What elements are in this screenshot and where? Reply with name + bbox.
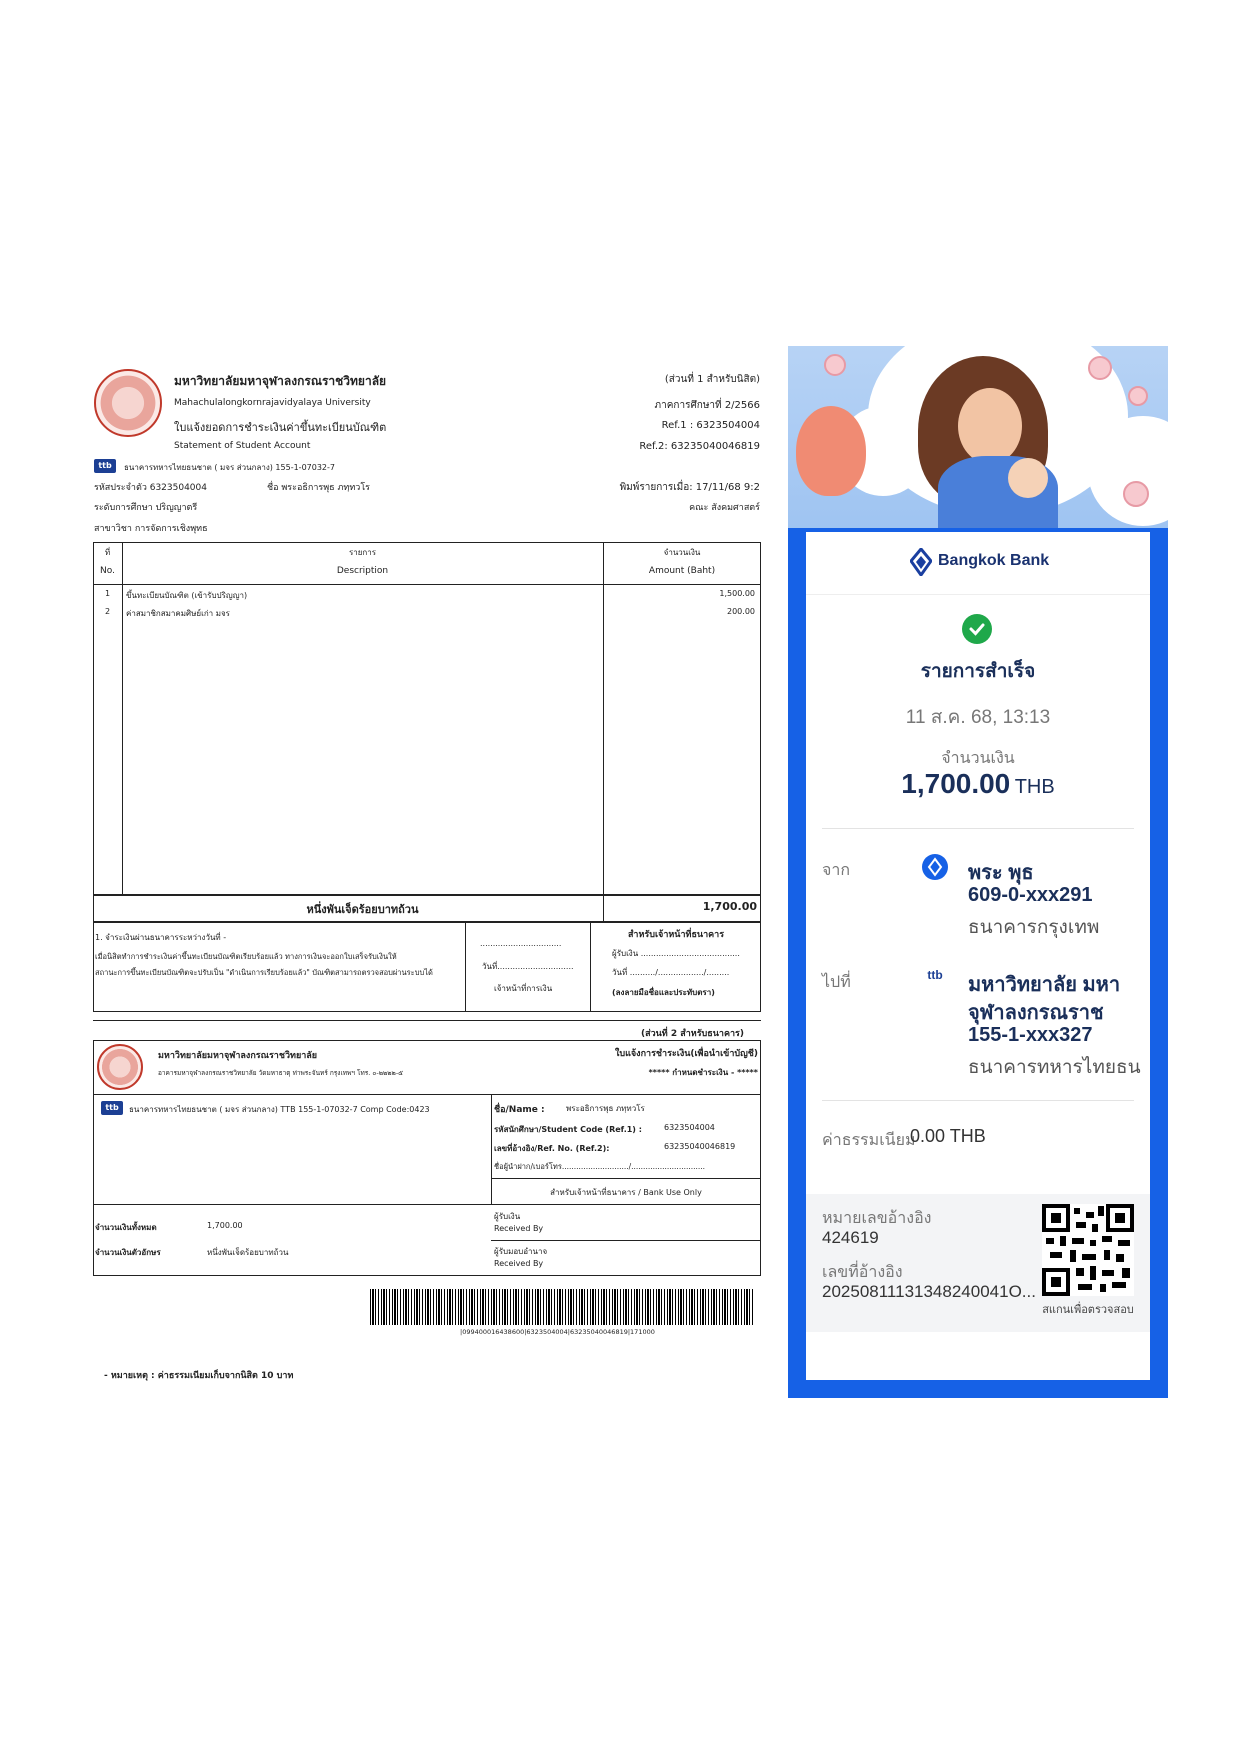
verify-qr-code[interactable] bbox=[1042, 1204, 1134, 1296]
received-by-en: Received By bbox=[494, 1224, 544, 1233]
from-account: 609-0-xxx291 bbox=[968, 884, 1093, 906]
date-line: วันที่ ........../................../......... bbox=[612, 968, 730, 977]
payer-line: ชื่อผู้นำฝาก/เบอร์โทร............................/............................... bbox=[494, 1162, 706, 1171]
amount-words-label: จำนวนเงินตัวอักษร bbox=[95, 1248, 161, 1257]
success-check-icon bbox=[962, 614, 992, 644]
fee-label: ค่าธรรมเนียม bbox=[822, 1132, 916, 1149]
fee-value: 0.00 THB bbox=[910, 1126, 986, 1146]
qr-caption: สแกนเพื่อตรวจสอบ bbox=[1042, 1304, 1134, 1316]
bank-name: Bangkok Bank bbox=[938, 552, 1050, 569]
col-amount-th: จำนวนเงิน bbox=[663, 548, 701, 557]
table-row-no: 1 bbox=[104, 589, 111, 598]
sign-date: วันที่.............................. bbox=[482, 962, 574, 971]
semester: ภาคการศึกษาที่ 2/2566 bbox=[654, 400, 760, 411]
slip-card bbox=[806, 532, 1150, 1380]
student-code-value: 6323504004 bbox=[664, 1123, 715, 1132]
total-amount: 1,700.00 bbox=[702, 900, 757, 913]
barcode-text: |099400016438600|6323504004|63235040046819|171000 bbox=[460, 1328, 655, 1336]
from-name: พระ พุธ bbox=[968, 862, 1034, 884]
col-desc-en: Description bbox=[336, 566, 389, 576]
mother-and-baby-illustration bbox=[788, 346, 1168, 528]
total-in-words: หนึ่งพันเจ็ดร้อยบาทถ้วน bbox=[306, 903, 419, 916]
amount-row bbox=[806, 768, 1150, 800]
bank-use-only: สำหรับเจ้าหน้าที่ธนาคาร / Bank Use Only bbox=[550, 1188, 702, 1197]
received-by-th: ผู้รับเงิน bbox=[494, 1212, 521, 1221]
col-desc-th: รายการ bbox=[348, 548, 377, 557]
doc-title-en: Statement of Student Account bbox=[174, 441, 311, 451]
table-row-no: 2 bbox=[104, 607, 111, 616]
ttb-bank-icon: ttb bbox=[927, 968, 943, 982]
to-name-line-1: มหาวิทยาลัย มหา bbox=[968, 974, 1121, 996]
ref-number-label: หมายเลขอ้างอิง bbox=[822, 1210, 932, 1227]
to-account: 155-1-xxx327 bbox=[968, 1024, 1093, 1046]
from-label: จาก bbox=[822, 862, 851, 879]
bank-account-line: ธนาคารทหารไทยธนชาต ( มจร ส่วนกลาง) 155-1-07032-7 bbox=[124, 463, 335, 472]
from-bank: ธนาคารกรุงเทพ bbox=[968, 917, 1100, 938]
ref-number: 424619 bbox=[822, 1228, 879, 1247]
printed-date: พิมพ์รายการเมื่อ: 17/11/68 9:2 bbox=[619, 482, 760, 493]
ttb-logo: ttb bbox=[101, 1101, 123, 1115]
col-no-en: No. bbox=[100, 566, 115, 576]
remark: - หมายเหตุ : ค่าธรรมเนียมเก็บจากนิสิต 10 บาท bbox=[104, 1371, 294, 1381]
major: สาขาวิชา การจัดการเชิงพุทธ bbox=[94, 524, 208, 534]
name-label: ชื่อ/Name : bbox=[494, 1105, 545, 1115]
transaction-status: รายการสำเร็จ bbox=[920, 661, 1036, 682]
table-row-amount: 1,500.00 bbox=[719, 589, 755, 598]
ref-no-value: 63235040046819 bbox=[664, 1142, 736, 1151]
currency: THB bbox=[1014, 776, 1055, 798]
ref1: Ref.1 : 6323504004 bbox=[661, 420, 760, 431]
transfer-amount: 1,700.00 bbox=[901, 768, 1011, 799]
sign-stamp-note: (ลงลายมือชื่อและประทับตรา) bbox=[612, 988, 715, 997]
faculty: คณะ สังคมศาสตร์ bbox=[689, 503, 760, 513]
note-line-1: 1. จำระเงินผ่านธนาคารระหว่างวันที่ - bbox=[95, 933, 227, 942]
col-amount-en: Amount (Baht) bbox=[648, 566, 716, 576]
ref2: Ref.2: 63235040046819 bbox=[639, 441, 760, 452]
student-id: รหัสประจำตัว 6323504004 bbox=[94, 483, 207, 493]
bank-part-bank-line: ธนาคารทหารไทยธนชาต ( มจร ส่วนกลาง) TTB 155-1-07032-7 Comp Code:0423 bbox=[129, 1105, 430, 1114]
to-label: ไปที่ bbox=[822, 974, 851, 991]
bangkok-bank-slip bbox=[788, 346, 1168, 1398]
signature-line: ................................ bbox=[480, 939, 562, 948]
doc-title-th: ใบแจ้งยอดการชำระเงินค่าขึ้นทะเบียนบัณฑิต bbox=[174, 421, 387, 434]
name-value: พระอธิการพุธ ภทฺทวโร bbox=[566, 1104, 645, 1113]
col-no-th: ที่ bbox=[104, 548, 111, 557]
total-amount-value: 1,700.00 bbox=[207, 1221, 243, 1230]
education-level: ระดับการศึกษา ปริญญาตรี bbox=[94, 503, 198, 513]
university-name-en: Mahachulalongkornrajavidyalaya University bbox=[174, 398, 371, 408]
university-seal-logo bbox=[94, 369, 162, 437]
bank-part-uni-name: มหาวิทยาลัยมหาจุฬาลงกรณราชวิทยาลัย bbox=[158, 1051, 318, 1061]
part2-label: (ส่วนที่ 2 สำหรับธนาคาร) bbox=[640, 1029, 744, 1039]
to-name-line-2: จุฬาลงกรณราช bbox=[968, 1002, 1104, 1024]
amount-words-value: หนึ่งพันเจ็ดร้อยบาทถ้วน bbox=[207, 1248, 289, 1257]
ref-no-label: เลขที่อ้างอิง/Ref. No. (Ref.2): bbox=[494, 1144, 610, 1153]
note-line-3: สถานะการขึ้นทะเบียนบัณฑิตจะปรับเป็น "ดำเนินการเรียบร้อยแล้ว" บัณฑิตสามารถตรวจสอบผ่านระบบได้ bbox=[95, 968, 433, 977]
university-seal-logo-small bbox=[97, 1044, 143, 1090]
transaction-datetime: 11 ส.ค. 68, 13:13 bbox=[905, 707, 1051, 728]
finance-officer: เจ้าหน้าที่การเงิน bbox=[494, 984, 553, 993]
ttb-logo: ttb bbox=[94, 459, 116, 473]
bangkok-bank-logo-icon bbox=[910, 548, 932, 576]
university-name-th: มหาวิทยาลัยมหาจุฬาลงกรณราชวิทยาลัย bbox=[174, 374, 387, 388]
note-line-2: เมื่อนิสิตทำการชำระเงินค่าขึ้นทะเบียนบัณฑิตเรียบร้อยแล้ว ทางการเงินจะออกใบเสร็จรับเงินให้ bbox=[95, 952, 397, 961]
payment-barcode bbox=[370, 1289, 754, 1325]
total-amount-label: จำนวนเงินทั้งหมด bbox=[95, 1223, 157, 1232]
student-name: ชื่อ พระอธิการพุธ ภทฺทวโร bbox=[267, 483, 371, 493]
part1-label: (ส่วนที่ 1 สำหรับนิสิต) bbox=[664, 374, 760, 385]
student-code-label: รหัสนักศึกษา/Student Code (Ref.1) : bbox=[494, 1125, 642, 1134]
ref-code: 20250811131348240041O... bbox=[822, 1282, 1036, 1301]
to-bank: ธนาคารทหารไทยธน bbox=[968, 1057, 1141, 1078]
approver-en: Received By bbox=[494, 1259, 544, 1268]
bank-officer-title: สำหรับเจ้าหน้าที่ธนาคาร bbox=[627, 930, 725, 940]
bank-part-address: อาคารมหาจุฬาลงกรณราชวิทยาลัย วัดมหาธาตุ ท่าพระจันทร์ กรุงเทพฯ โทร. ๐-๒๒๒๒-๕ bbox=[158, 1069, 404, 1077]
approver-th: ผู้รับมอบอำนาจ bbox=[494, 1247, 548, 1256]
bangkok-bank-icon bbox=[922, 854, 948, 880]
table-row-desc: ค่าสมาชิกสมาคมศิษย์เก่า มจร bbox=[126, 609, 230, 618]
amount-label: จำนวนเงิน bbox=[941, 750, 1015, 767]
receiver-line: ผู้รับเงิน ....................................... bbox=[612, 949, 740, 958]
table-row-amount: 200.00 bbox=[727, 607, 755, 616]
table-row-desc: ขึ้นทะเบียนบัณฑิต (เข้ารับปริญญา) bbox=[126, 591, 248, 600]
payment-notice-title: ใบแจ้งการชำระเงิน(เพื่อนำเข้าบัญชี) bbox=[615, 1049, 758, 1059]
ref-code-label: เลขที่อ้างอิง bbox=[822, 1264, 903, 1281]
due-date: ***** กำหนดชำระเงิน - ***** bbox=[648, 1068, 758, 1077]
